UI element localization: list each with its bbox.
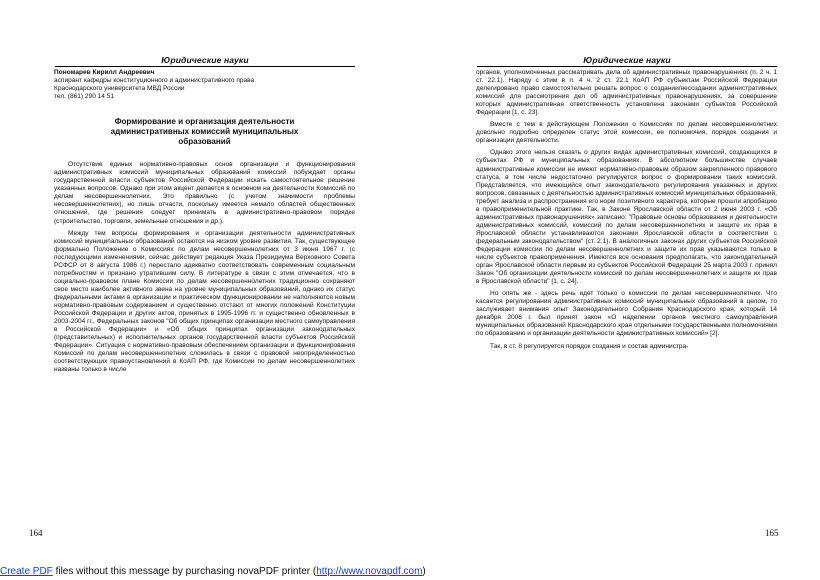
page-number-left: 164	[29, 528, 43, 538]
left-paragraph-2: Между тем вопросы формирования и организации деятельности административных комиссий муниципальных образований остаются на низком уровне развития. Так, существующее формально Положение о Комиссиях по делам несовершеннолетних от 3 июня 1967 г. (с последующими изменениями, сейчас действует редакция Указа Президиума Верховного Совета РСФСР от 8 августа 1986 г.) перестало адекватно соответствовать современным социальным потребностям и признано утратившим силу. В литературе в связи с этим отмечается, что в социально-правовом плане Комиссии по делам несовершеннолетних традиционно сохраняют свое место наиболее активного звена на уровне муниципальных образований, однако их статус федеральными актами в организации и практическом функционировании не наполняются новым нормативно-правовым содержанием и существенно отстают от многих положений Конституции Российской Федерации и других актов, принятых в 1995-1996 гг. и существенно обновленных в 2003-2004 гг., Федеральных законов "Об общих принципах организации местного самоуправления в Российской Федерации» и «Об общих принципах организации законодательных (представительных) и исполнительных органов государственной власти субъектов Российской Федерации». Ситуация с нормативно-правовым обеспечением организации и функционирования Комиссий по делам несовершеннолетних сложилась в связи с правовой неопределенностью соответствующих правоустановлений в КоАП РФ, где Комиссии по делам несовершеннолетних названы только в числе	[54, 229, 355, 374]
article-title	[54, 117, 355, 147]
left-page	[0, 0, 410, 566]
article-title-line-3: образований	[178, 137, 231, 147]
novapdf-footer	[0, 566, 820, 580]
left-paragraph-1: Отсутствие единых нормативно-правовых основ организации и функционирования административных комиссий муниципальных образований комиссий побуждает органы государственной власти субъектов Российской Федерации искать самостоятельное решение указанных вопросов. Однако при этом акцент делается в основном на деятельности Комиссий по делам несовершеннолетних. Это правильно (с учетом значимости проблемы несовершеннолетних), но лишь отчасти, поскольку имеется немало областей общественных отношений, где решения следует принимать в административно-правовом порядке (строительство, торговля, земельные отношения и др.).	[54, 161, 355, 225]
footer-text: files without this message by purchasing novaPDF printer (	[52, 566, 317, 577]
right-paragraph-3: Однако этого нельзя сказать о других видах административных комиссий, создающихся в субъектах РФ и муниципальных образованиях. В абсолютном большинстве случаев административные комиссии не имеют нормативно-правовым образом закрепленного правового статуса, в том числе недостаточно регулируется вопрос о формировании таких комиссий. Представляется, что имеющийся опыт законодательного регулирования указанных и других вопросов, связанных с деятельностью административных комиссий муниципальных образований, требует анализа и распространения его норм позитивного характера, которые прошли апробацию в правоприменительной практике. Так, в Законе Ярославской области от 2 июня 2003 г. «Об административных правонарушениях» записано: "Правовые основы образования и деятельности административных комиссий, комиссий по делам несовершеннолетних и защите их прав в Ярославской области устанавливаются законами Ярославской области в соответствии с федеральным законодательством" (ст. 2.1). В аналогичных законах других субъектов Российской Федерации комиссии по делам несовершеннолетних и защите их прав указываются только в числе субъектов правоприменения. Имеются все основания предполагать, что законодательный орган Ярославской области первым из субъектов Российской Федерации 25 марта 2003 г. принял Закон "Об организации деятельности комиссий по делам несовершеннолетних и защите их прав в Ярославской области" [1, с. 24].	[476, 149, 777, 286]
right-paragraph-5: Так, в ст. 8 регулируется порядок создания и состав администра-	[490, 342, 689, 350]
footer-end-text: )	[422, 566, 426, 577]
journal-header-left: Юридические науки	[161, 55, 249, 65]
create-pdf-link[interactable]: Create PDF	[0, 566, 53, 577]
author-position: аспирант кафедры конституционного и административного права	[54, 77, 255, 85]
right-paragraph-4: Но опять же - здесь речь идет только о комиссии по делам несовершеннолетних. Что касается регулирования административных комиссий муниципальных образований в целом, то заслуживает внимания опыт Законодательного Собрания Краснодарского края, который 14 декабря 2006 г. был принят закон «О наделении органов местного самоуправления муниципальных образований Краснодарского края отдельными государственными полномочиями по образованию и организации деятельности административных комиссий» [2].	[476, 290, 777, 338]
header-rule-right	[477, 66, 777, 67]
left-column	[54, 69, 355, 374]
journal-header-right: Юридические науки	[583, 55, 671, 65]
author-university: Краснодарского университета МВД России	[54, 85, 185, 93]
page-number-right: 165	[765, 528, 779, 538]
header-rule-left	[55, 66, 355, 67]
right-paragraph-2: Вместе с тем в действующем Положении о Комиссиях по делам несовершеннолетних довольно подробно определен статус этой комиссии, ее полномочия, порядок создания и организации деятельности.	[476, 121, 777, 145]
author-phone: тел. (861) 290 14 51	[54, 93, 115, 101]
author-name: Пономарев Кирилл Андреевич	[54, 69, 155, 76]
article-title-line-2: административных комиссий муниципальных	[110, 127, 299, 137]
novapdf-url-link[interactable]: http://www.novapdf.com	[316, 566, 423, 577]
right-column	[476, 69, 777, 351]
article-title-line-1: Формирование и организация деятельности	[114, 117, 295, 127]
right-page	[410, 0, 820, 566]
right-paragraph-1: органов, уполномоченных рассматривать дела об административных правонарушениях (п. 2 ч. 1 ст. 22.1). Наряду с этим в п. 4 ч. 2 ст. 22.1 КоАП РФ субъектам Российской Федерации делегировано право самостоятельно решать вопрос о создании/несоздании административных комиссий для рассмотрения дел об административных правонарушениях, за совершение которых административная ответственность установлена законами субъектов Российской Федерации [1, с. 23].	[476, 69, 777, 117]
